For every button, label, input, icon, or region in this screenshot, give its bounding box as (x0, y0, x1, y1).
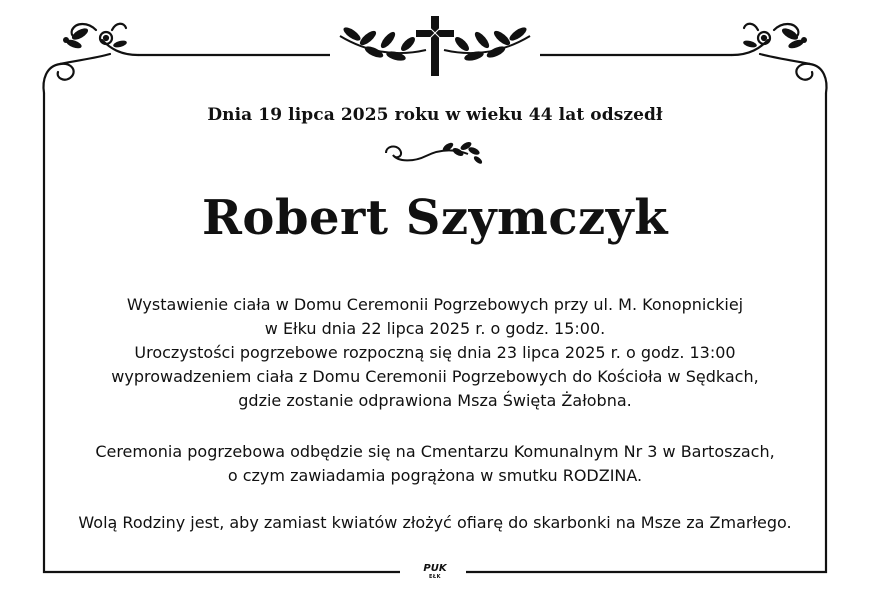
cross-with-laurel-icon (340, 16, 530, 76)
puk-logo-sub: EŁK (428, 574, 441, 580)
puk-logo (412, 564, 458, 580)
ceremony-line: Uroczystości pogrzebowe rozpoczną się dnia 23 lipca 2025 r. o godz. 13:00 (134, 343, 736, 362)
family-wish-text: Wolą Rodziny jest, aby zamiast kwiatów złożyć ofiarę do skarbonki na Msze za Zmarłego. (78, 513, 792, 532)
ceremony-info (0, 293, 870, 413)
burial-line: Ceremonia pogrzebowa odbędzie się na Cmentarzu Komunalnym Nr 3 w Bartoszach, (95, 442, 775, 461)
ceremony-line: Wystawienie ciała w Domu Ceremonii Pogrzebowych przy ul. M. Konopnickiej (126, 295, 744, 314)
puk-logo-main: PUK (423, 563, 447, 574)
burial-line: o czym zawiadamia pogrążona w smutku RODZINA. (227, 466, 643, 485)
burial-info (0, 440, 870, 488)
floral-corner-right-icon (732, 24, 826, 93)
ceremony-line: w Ełku dnia 22 lipca 2025 r. o godz. 15:00. (264, 319, 606, 338)
swirl-leaf-icon (386, 140, 483, 165)
deceased-name: Robert Szymczyk (202, 190, 668, 246)
ceremony-line: gdzie zostanie odprawiona Msza Święta Żałobna. (238, 391, 632, 410)
ceremony-line: wyprowadzeniem ciała z Domu Ceremonii Pogrzebowych do Kościoła w Sędkach, (111, 367, 759, 386)
death-announcement-header: Dnia 19 lipca 2025 roku w wieku 44 lat odszedł (207, 105, 663, 125)
floral-corner-left-icon (44, 24, 138, 93)
family-wish (0, 511, 870, 535)
